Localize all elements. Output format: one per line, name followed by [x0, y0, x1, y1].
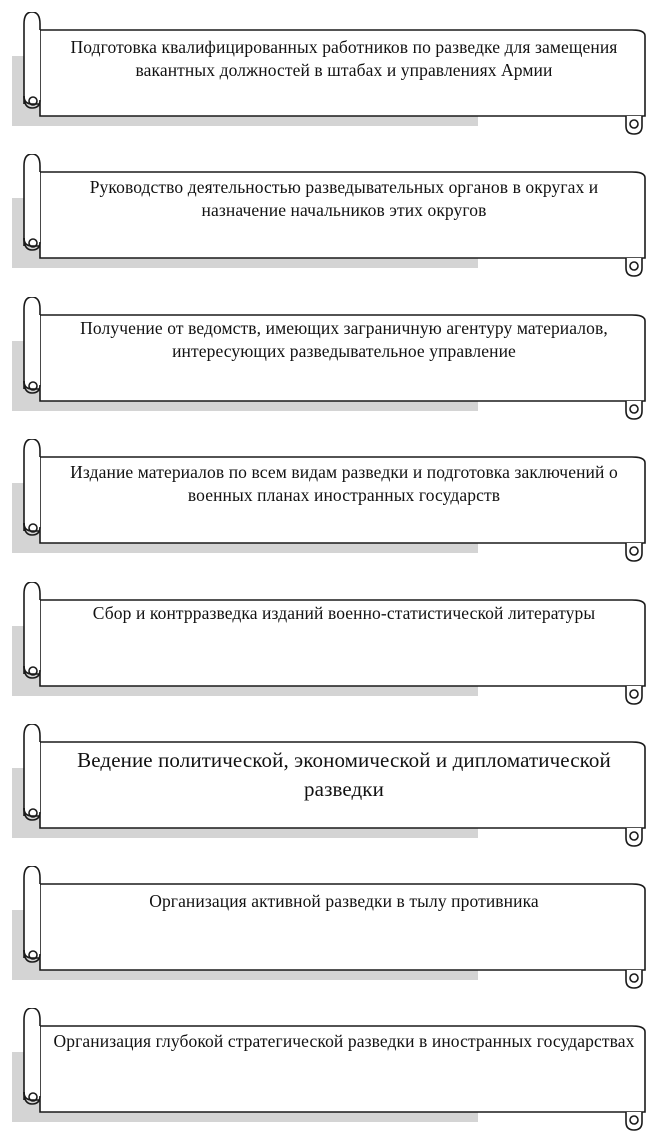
- scroll-right-roll: [626, 686, 642, 704]
- scroll-left-roll: [24, 154, 40, 246]
- scroll-text: Руководство деятельностью разведывательных органов в округах и назначение начальников этих округов: [89, 177, 599, 220]
- scroll-left-roll: [24, 439, 40, 531]
- scroll-left-roll: [24, 297, 40, 389]
- scroll-right-roll: [626, 258, 642, 276]
- scroll-left-roll: [24, 582, 40, 674]
- scroll-banner: [0, 582, 650, 712]
- scroll-banner: [0, 724, 650, 854]
- scroll-left-roll: [24, 866, 40, 958]
- scroll-banner: [0, 1008, 650, 1138]
- scroll-right-roll: [626, 116, 642, 134]
- scroll-text: Подготовка квалифицированных работников по разведке для замещения вакантных должностей в штабах и управлениях Армии: [70, 37, 618, 80]
- scroll-right-roll: [626, 543, 642, 561]
- scroll-text: Ведение политической, экономической и дипломатической разведки: [77, 748, 611, 801]
- scroll-banner: [0, 297, 650, 427]
- scroll-text: Организация активной разведки в тылу противника: [149, 891, 539, 911]
- scroll-text: Сбор и контрразведка изданий военно-статистической литературы: [92, 603, 596, 623]
- scroll-banner: [0, 866, 650, 996]
- scroll-left-roll: [24, 1008, 40, 1100]
- scroll-shape: [0, 1008, 650, 1138]
- scroll-text: Издание материалов по всем видам разведки и подготовка заключений о военных планах иностранных государств: [70, 462, 618, 505]
- scroll-banner: [0, 154, 650, 284]
- scroll-text: Получение от ведомств, имеющих заграничную агентуру материалов, интересующих разведывательное управление: [80, 318, 608, 361]
- scroll-left-roll: [24, 724, 40, 816]
- scroll-left-roll: [24, 12, 40, 104]
- scroll-right-roll: [626, 401, 642, 419]
- scroll-shape: [0, 866, 650, 996]
- scroll-text: Организация глубокой стратегической разведки в иностранных государствах: [53, 1031, 635, 1051]
- scroll-banner: [0, 439, 650, 569]
- scroll-right-roll: [626, 1112, 642, 1130]
- scroll-right-roll: [626, 828, 642, 846]
- scroll-right-roll: [626, 970, 642, 988]
- scroll-banner: [0, 12, 650, 142]
